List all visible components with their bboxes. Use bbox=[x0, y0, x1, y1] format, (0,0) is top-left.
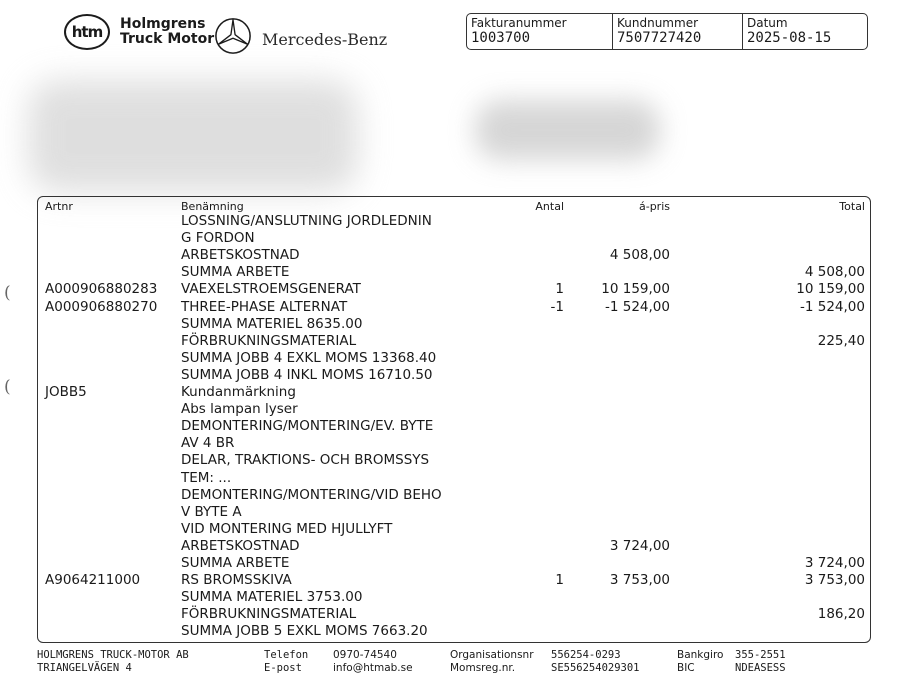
table-row bbox=[0, 316, 900, 333]
row-description: SUMMA JOBB 4 INKL MOMS 16710.50 bbox=[181, 366, 433, 383]
row-description: AV 4 BR bbox=[181, 435, 235, 452]
row-total: -1 524,00 bbox=[800, 298, 865, 315]
row-description: SUMMA MATERIEL 3753.00 bbox=[181, 589, 363, 606]
row-unit-price: 10 159,00 bbox=[601, 281, 670, 298]
footer-contact-labels bbox=[264, 649, 308, 675]
footer-bankgiro-label: Bankgiro bbox=[677, 649, 724, 661]
row-description: FÖRBRUKNINGSMATERIAL bbox=[181, 606, 357, 623]
footer-vat-number: SE556254029301 bbox=[551, 662, 640, 674]
customer-number-cell bbox=[613, 14, 743, 49]
table-row bbox=[0, 452, 900, 469]
row-unit-price: -1 524,00 bbox=[605, 298, 670, 315]
redacted-address-block bbox=[28, 80, 358, 192]
date-label: Datum bbox=[747, 16, 788, 30]
table-row bbox=[0, 589, 900, 606]
mercedes-star-icon bbox=[214, 17, 252, 55]
table-row bbox=[0, 264, 900, 281]
row-description: V BYTE A bbox=[181, 503, 242, 520]
footer-bankgiro: 355-2551 bbox=[735, 649, 786, 661]
column-header-total: Total bbox=[839, 200, 865, 213]
table-row bbox=[0, 401, 900, 418]
company-name-line2: Truck Motor bbox=[120, 31, 215, 47]
row-description: DEMONTERING/MONTERING/EV. BYTE bbox=[181, 418, 434, 435]
footer-bank-labels bbox=[677, 649, 723, 675]
table-row bbox=[0, 299, 900, 316]
logo-mark-text: htm bbox=[71, 23, 103, 41]
invoice-number-cell bbox=[467, 14, 613, 49]
row-antal: 1 bbox=[555, 281, 564, 298]
column-header-description: Benämning bbox=[181, 200, 244, 213]
table-row bbox=[0, 504, 900, 521]
row-antal: 1 bbox=[555, 572, 564, 589]
invoice-info-box bbox=[466, 13, 868, 50]
margin-mark: ( bbox=[4, 377, 11, 397]
row-description: SUMMA ARBETE bbox=[181, 555, 290, 571]
footer-contact-values bbox=[333, 649, 413, 675]
margin-mark: ( bbox=[4, 283, 11, 303]
row-artnr: JOBB5 bbox=[45, 384, 87, 400]
footer-org-label: Organisationsnr bbox=[450, 649, 534, 661]
row-description: ARBETSKOSTNAD bbox=[181, 537, 300, 554]
row-unit-price: 3 724,00 bbox=[609, 537, 670, 554]
table-row bbox=[0, 367, 900, 384]
table-row bbox=[0, 333, 900, 350]
footer-phone: 0970-74540 bbox=[333, 649, 397, 661]
row-antal: -1 bbox=[550, 298, 564, 315]
company-name-line1: Holmgrens bbox=[120, 16, 206, 32]
table-row bbox=[0, 606, 900, 623]
htm-logo bbox=[64, 14, 110, 50]
customer-number-label: Kundnummer bbox=[617, 16, 699, 30]
table-row bbox=[0, 572, 900, 589]
row-total: 10 159,00 bbox=[796, 281, 865, 298]
footer-company-name: HOLMGRENS TRUCK-MOTOR AB bbox=[37, 649, 189, 661]
footer-bic-label: BIC bbox=[677, 662, 695, 674]
row-artnr: A000906880270 bbox=[45, 298, 158, 315]
row-description: DELAR, TRAKTIONS- OCH BROMSSYS bbox=[181, 452, 430, 469]
table-row bbox=[0, 281, 900, 298]
footer-org-number: 556254-0293 bbox=[551, 649, 621, 661]
row-total: 225,40 bbox=[817, 332, 865, 349]
footer-company-block bbox=[37, 649, 189, 675]
invoice-number-label: Fakturanummer bbox=[471, 16, 567, 30]
footer-bank-values bbox=[735, 649, 786, 675]
footer-street: TRIANGELVÄGEN 4 bbox=[37, 662, 132, 674]
row-total: 3 753,00 bbox=[804, 572, 865, 589]
footer-bic: NDEASESS bbox=[735, 662, 786, 674]
row-description: TEM: ... bbox=[181, 469, 232, 486]
row-description: G FORDON bbox=[181, 230, 255, 247]
row-total: 4 508,00 bbox=[804, 264, 865, 281]
footer-vat-label: Momsreg.nr. bbox=[450, 662, 516, 674]
row-description: VAEXELSTROEMSGENERAT bbox=[181, 281, 361, 298]
table-row bbox=[0, 213, 900, 230]
footer-registration-labels bbox=[450, 649, 534, 675]
row-description: LOSSNING/ANSLUTNING JORDLEDNIN bbox=[181, 213, 432, 229]
table-row bbox=[0, 470, 900, 487]
row-description: Kundanmärkning bbox=[181, 384, 296, 400]
table-row bbox=[0, 230, 900, 247]
table-row bbox=[0, 487, 900, 504]
row-unit-price: 3 753,00 bbox=[609, 572, 670, 589]
date-cell bbox=[743, 14, 867, 49]
table-row bbox=[0, 623, 900, 640]
row-description: THREE-PHASE ALTERNAT bbox=[181, 298, 348, 315]
redacted-delivery-block bbox=[475, 100, 660, 160]
row-total: 186,20 bbox=[817, 606, 865, 623]
footer-email: info@htmab.se bbox=[333, 662, 413, 674]
company-logo-name bbox=[120, 17, 214, 47]
table-row bbox=[0, 555, 900, 572]
table-row bbox=[0, 418, 900, 435]
row-description: ARBETSKOSTNAD bbox=[181, 247, 300, 264]
row-description: RS BROMSSKIVA bbox=[181, 572, 292, 589]
table-row bbox=[0, 247, 900, 264]
footer-email-label: E-post bbox=[264, 662, 302, 674]
table-row bbox=[0, 384, 900, 401]
row-description: VID MONTERING MED HJULLYFT bbox=[181, 520, 393, 537]
invoice-number: 1003700 bbox=[471, 30, 531, 46]
footer-registration-values bbox=[551, 649, 640, 675]
brand-name: Mercedes-Benz bbox=[262, 30, 388, 49]
column-header-pris: á-pris bbox=[638, 200, 670, 213]
column-header-artnr: Artnr bbox=[45, 200, 73, 213]
invoice-date: 2025-08-15 bbox=[747, 30, 832, 46]
column-header-antal: Antal bbox=[535, 200, 564, 213]
row-description: SUMMA ARBETE bbox=[181, 264, 290, 281]
row-description: Abs lampan lyser bbox=[181, 401, 298, 418]
row-description: FÖRBRUKNINGSMATERIAL bbox=[181, 332, 357, 349]
row-artnr: A9064211000 bbox=[45, 572, 141, 589]
row-artnr: A000906880283 bbox=[45, 281, 158, 298]
row-description: SUMMA JOBB 4 EXKL MOMS 13368.40 bbox=[181, 349, 437, 366]
customer-number: 7507727420 bbox=[617, 30, 702, 46]
row-description: SUMMA MATERIEL 8635.00 bbox=[181, 315, 363, 332]
footer-phone-label: Telefon bbox=[264, 649, 309, 661]
table-row bbox=[0, 538, 900, 555]
row-unit-price: 4 508,00 bbox=[609, 247, 670, 264]
table-row bbox=[0, 521, 900, 538]
row-total: 3 724,00 bbox=[804, 555, 865, 571]
table-row bbox=[0, 435, 900, 452]
row-description: SUMMA JOBB 5 EXKL MOMS 7663.20 bbox=[181, 623, 428, 640]
table-row bbox=[0, 350, 900, 367]
row-description: DEMONTERING/MONTERING/VID BEHO bbox=[181, 486, 442, 503]
